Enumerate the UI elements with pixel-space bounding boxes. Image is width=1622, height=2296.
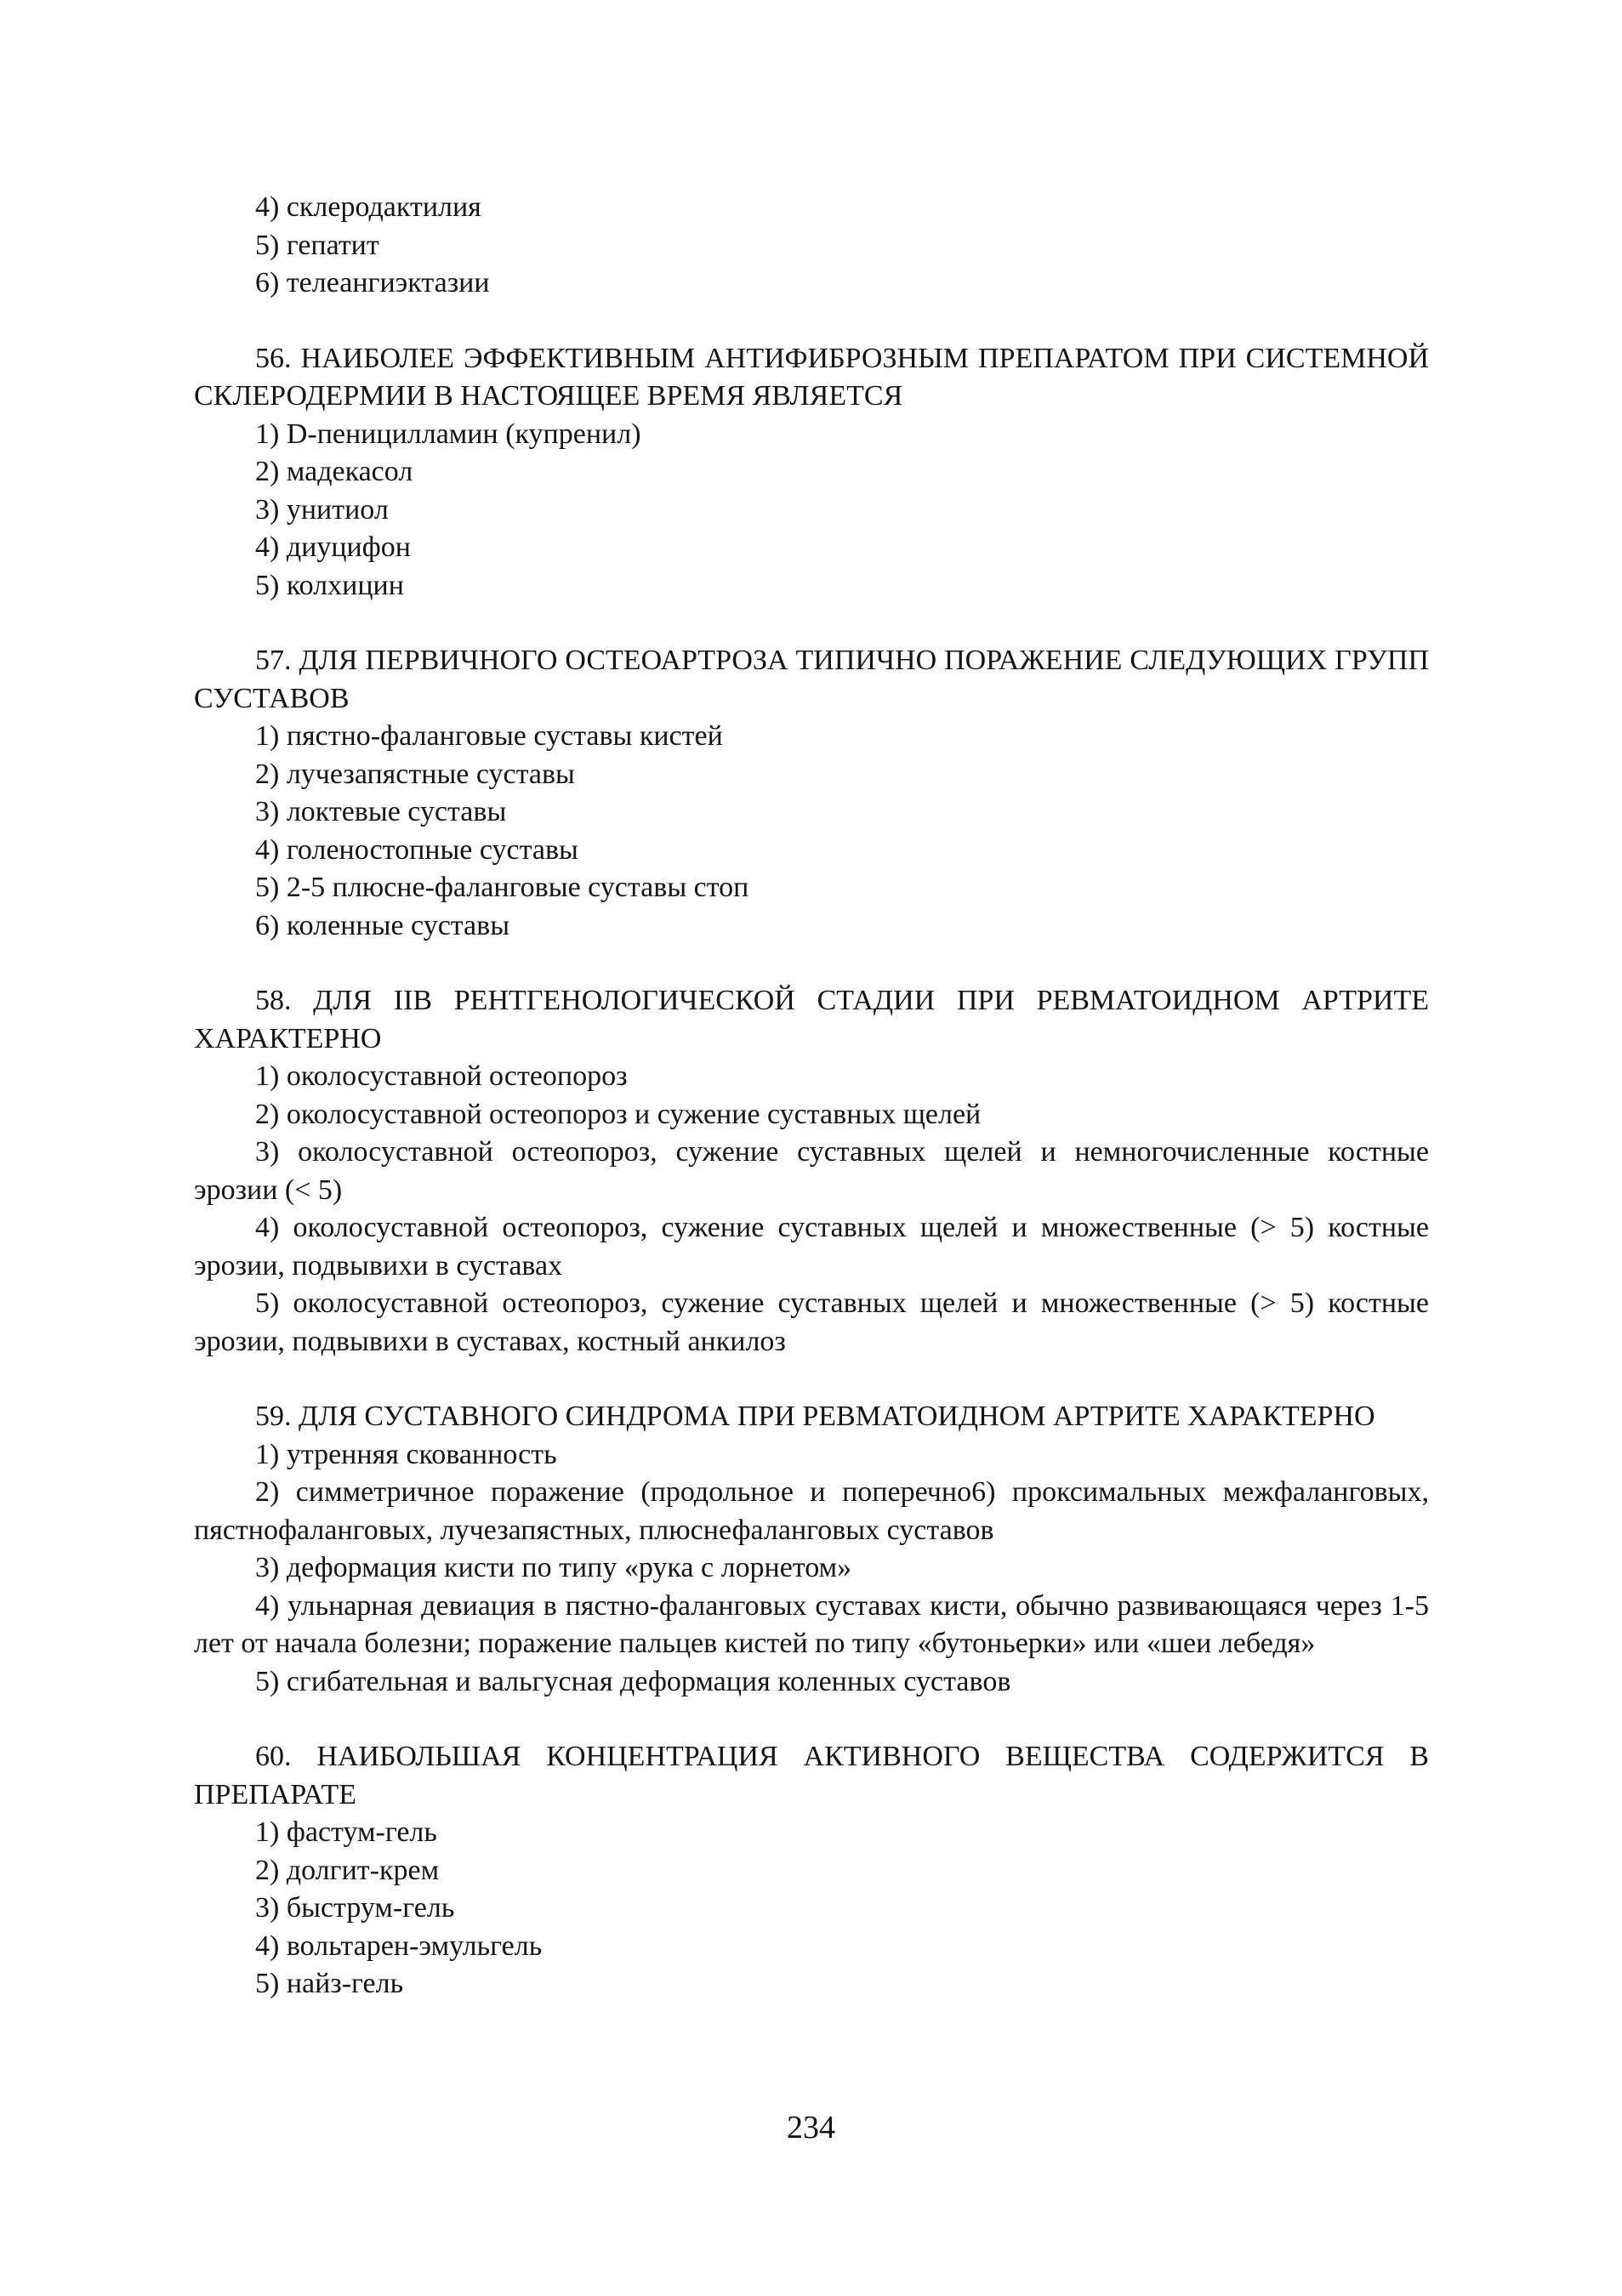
question-heading: 57. ДЛЯ ПЕРВИЧНОГО ОСТЕОАРТРОЗА ТИПИЧНО ПОРАЖЕНИЕ СЛЕДУЮЩИХ ГРУПП СУСТАВОВ (194, 645, 1429, 714)
answer-option: 5) найз-гель (255, 1968, 404, 1999)
answer-option: 1) пястно-фаланговые суставы кистей (255, 720, 723, 752)
answer-option: 6) телеангиэктазии (255, 267, 490, 298)
answer-option: 2) долгит-крем (255, 1854, 440, 1886)
question-59 (194, 1398, 1429, 1701)
answer-option: 3) деформация кисти по типу «рука с лорнетом» (255, 1552, 852, 1583)
answer-option: 1) околосуставной остеопороз (255, 1060, 628, 1092)
answer-option: 1) D-пеницилламин (купренил) (255, 418, 641, 450)
page-number: 234 (787, 2110, 835, 2145)
question-heading: 56. НАИБОЛЕЕ ЭФФЕКТИВНЫМ АНТИФИБРОЗНЫМ ПРЕПАРАТОМ ПРИ СИСТЕМНОЙ СКЛЕРОДЕРМИИ В НАСТОЯЩЕЕ ВРЕМЯ ЯВЛЯЕТСЯ (194, 342, 1429, 412)
answer-option: 1) утренняя скованность (255, 1438, 557, 1470)
question-heading: 59. ДЛЯ СУСТАВНОГО СИНДРОМА ПРИ РЕВМАТОИДНОМ АРТРИТЕ ХАРАКТЕРНО (255, 1401, 1375, 1432)
answer-option: 4) околосуставной остеопороз, сужение суставных щелей и множественные (> 5) костные эрозии, подвывихи в суставах (194, 1212, 1429, 1282)
question-56 (194, 340, 1429, 605)
answer-option: 4) голеностопные суставы (255, 833, 578, 866)
answer-option: 4) диуцифон (255, 531, 411, 563)
answer-option: 2) околосуставной остеопороз и сужение суставных щелей (255, 1098, 982, 1130)
answer-option: 2) симметричное поражение (продольное и поперечно6) проксимальных межфаланговых, пястнофаланговых, лучезапястных, плюснефаланговых суставов (194, 1476, 1429, 1546)
answer-option: 1) фастум-гель (255, 1816, 437, 1848)
question-57 (194, 642, 1429, 945)
answer-option: 3) быструм-гель (255, 1892, 455, 1924)
answer-option: 5) колхицин (255, 569, 404, 601)
question-58 (194, 982, 1429, 1361)
answer-option: 5) 2-5 плюсне-фаланговые суставы стоп (255, 872, 749, 903)
answer-option: 3) околосуставной остеопороз, сужение суставных щелей и немногочисленные костные эрозии (< 5) (194, 1136, 1429, 1206)
answer-option: 5) гепатит (255, 229, 379, 261)
continuation-options (194, 189, 1429, 303)
question-60 (194, 1738, 1429, 2003)
answer-option: 6) коленные суставы (255, 909, 510, 941)
answer-option: 4) склеродактилия (255, 191, 481, 223)
answer-option: 2) мадекасол (255, 456, 413, 487)
answer-option: 4) вольтарен-эмульгель (255, 1929, 543, 1962)
answer-option: 3) локтевые суставы (255, 796, 507, 827)
answer-option: 5) сгибательная и вальгусная деформация коленных суставов (255, 1665, 1011, 1697)
answer-option: 2) лучезапястные суставы (255, 758, 575, 790)
question-heading: 58. ДЛЯ IIB РЕНТГЕНОЛОГИЧЕСКОЙ СТАДИИ ПРИ РЕВМАТОИДНОМ АРТРИТЕ ХАРАКТЕРНО (194, 985, 1429, 1054)
question-heading: 60. НАИБОЛЬШАЯ КОНЦЕНТРАЦИЯ АКТИВНОГО ВЕЩЕСТВА СОДЕРЖИТСЯ В ПРЕПАРАТЕ (194, 1741, 1429, 1810)
answer-option: 3) унитиол (255, 493, 389, 526)
answer-option: 5) околосуставной остеопороз, сужение суставных щелей и множественные (> 5) костные эрозии, подвывихи в суставах, костный анкилоз (194, 1287, 1429, 1357)
answer-option: 4) ульнарная девиация в пястно-фаланговых суставах кисти, обычно развивающаяся через 1-5 лет от начала болезни; поражение пальцев кистей по типу «бутоньерки» или «шеи лебедя» (194, 1589, 1429, 1659)
document-page (194, 189, 1429, 2003)
